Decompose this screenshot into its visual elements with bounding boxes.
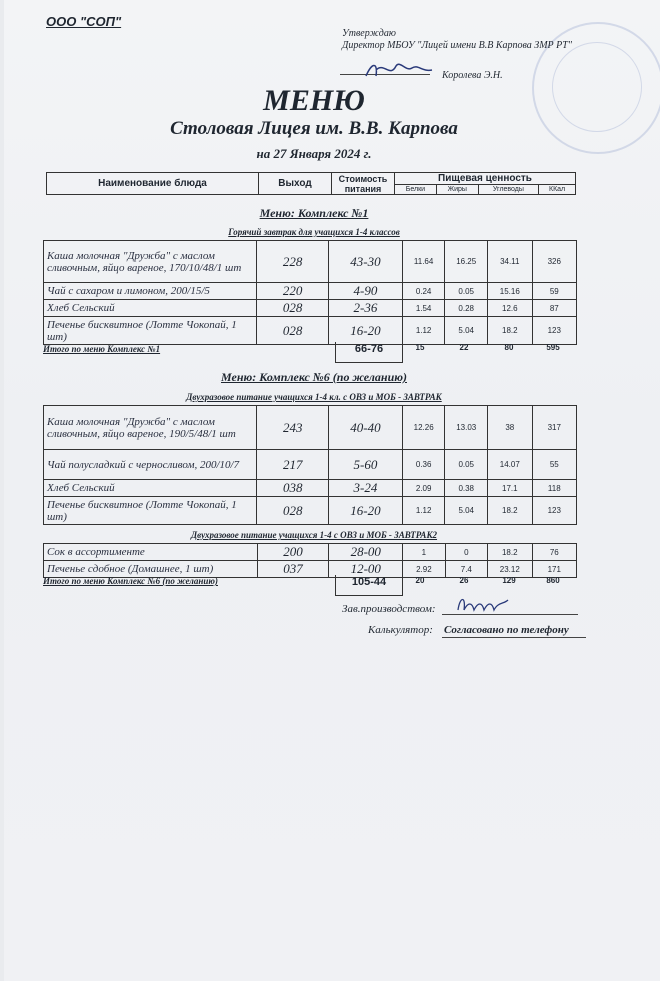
table-row xyxy=(44,497,577,525)
dish-name: Печенье бисквитное (Лотте Чокопай, 1 шт) xyxy=(44,497,257,525)
dish-carbs: 18.2 xyxy=(488,317,533,345)
dish-fats: 0 xyxy=(445,544,487,561)
dish-carbs: 18.2 xyxy=(488,544,533,561)
dish-price: 43-30 xyxy=(329,241,403,283)
complex6-total-label: Итого по меню Комплекс №6 (по желанию) xyxy=(43,576,218,586)
dish-output: 243 xyxy=(257,406,329,450)
dish-proteins: 1 xyxy=(403,544,445,561)
dish-price: 2-36 xyxy=(329,300,403,317)
complex1-total-proteins: 15 xyxy=(415,343,425,352)
dish-name: Хлеб Сельский xyxy=(44,300,257,317)
dish-fats: 13.03 xyxy=(445,406,488,450)
col-price: Стоимость питания xyxy=(332,173,395,195)
col-nutrition: Пищевая ценность xyxy=(395,173,576,185)
col-kcal: ККал xyxy=(539,185,576,195)
dish-carbs: 34.11 xyxy=(488,241,533,283)
complex1-total-price: 66-76 xyxy=(335,342,403,363)
table-row xyxy=(44,300,577,317)
dish-price: 3-24 xyxy=(329,480,403,497)
dish-fats: 5.04 xyxy=(445,497,488,525)
dish-carbs: 17.1 xyxy=(488,480,533,497)
table-row xyxy=(44,450,577,480)
complex1-total-carbs: 80 xyxy=(504,343,514,352)
dish-proteins: 0.36 xyxy=(402,450,445,480)
dish-kcal: 123 xyxy=(532,317,576,345)
dish-carbs: 14.07 xyxy=(488,450,533,480)
dish-name: Печенье сдобное (Домашнее, 1 шт) xyxy=(44,561,258,578)
complex6-total-proteins: 20 xyxy=(415,576,425,585)
dish-carbs: 23.12 xyxy=(488,561,533,578)
dish-fats: 16.25 xyxy=(445,241,488,283)
table-row xyxy=(44,283,577,300)
dish-name: Хлеб Сельский xyxy=(44,480,257,497)
dish-fats: 0.38 xyxy=(445,480,488,497)
organization-name: ООО "СОП" xyxy=(46,14,122,29)
dish-price: 28-00 xyxy=(329,544,403,561)
dish-price: 4-90 xyxy=(329,283,403,300)
dish-carbs: 15.16 xyxy=(488,283,533,300)
dish-proteins: 1.54 xyxy=(402,300,445,317)
complex6-section1: Двухразовое питание учащихся 1-4 кл. с ОВЗ и МОБ - ЗАВТРАК xyxy=(186,392,442,402)
menu-sheet xyxy=(4,0,660,981)
complex6-total-carbs: 129 xyxy=(502,576,516,585)
dish-kcal: 317 xyxy=(532,406,576,450)
dish-output: 200 xyxy=(257,544,329,561)
complex1-total-label: Итого по меню Комплекс №1 xyxy=(43,344,161,354)
dish-fats: 0.05 xyxy=(445,450,488,480)
dish-name: Чай с сахаром и лимоном, 200/15/5 xyxy=(44,283,257,300)
dish-kcal: 55 xyxy=(532,450,576,480)
dish-output: 028 xyxy=(257,300,329,317)
complex6-total-price: 105-44 xyxy=(335,575,403,596)
complex6-section2: Двухразовое питание учащихся 1-4 с ОВЗ и МОБ - ЗАВТРАК2 xyxy=(190,530,438,540)
dish-name: Печенье бисквитное (Лотте Чокопай, 1 шт) xyxy=(44,317,257,345)
columns-header xyxy=(46,172,576,195)
complex6-title: Меню: Комплекс №6 (по желанию) xyxy=(221,370,407,384)
director-signature xyxy=(362,58,442,82)
dish-carbs: 12.6 xyxy=(488,300,533,317)
dish-price: 12-00 xyxy=(329,561,403,578)
dish-output: 028 xyxy=(257,317,329,345)
dish-kcal: 171 xyxy=(532,561,576,578)
col-proteins: Белки xyxy=(395,185,437,195)
dish-output: 217 xyxy=(257,450,329,480)
dish-kcal: 87 xyxy=(532,300,576,317)
dish-proteins: 2.09 xyxy=(402,480,445,497)
dish-fats: 5.04 xyxy=(445,317,488,345)
dish-kcal: 118 xyxy=(532,480,576,497)
dish-proteins: 2.92 xyxy=(403,561,445,578)
dish-output: 220 xyxy=(257,283,329,300)
menu-date: на 27 Января 2024 г. xyxy=(256,146,372,161)
col-name: Наименование блюда xyxy=(47,173,259,195)
complex1-title: Меню: Комплекс №1 xyxy=(259,206,369,220)
dish-carbs: 38 xyxy=(488,406,533,450)
dish-carbs: 18.2 xyxy=(488,497,533,525)
production-signature xyxy=(454,594,514,616)
table-row xyxy=(44,561,577,578)
approver-name: Королева Э.Н. xyxy=(442,70,503,81)
complex6-table1 xyxy=(43,405,577,525)
dish-output: 028 xyxy=(257,497,329,525)
dish-output: 037 xyxy=(257,561,329,578)
page-title: МЕНЮ xyxy=(263,84,365,117)
complex1-section: Горячий завтрак для учащихся 1-4 классов xyxy=(228,227,400,237)
table-row xyxy=(44,480,577,497)
col-carbs: Углеводы xyxy=(478,185,538,195)
dish-proteins: 0.24 xyxy=(402,283,445,300)
dish-price: 5-60 xyxy=(329,450,403,480)
complex1-table xyxy=(43,240,577,345)
col-fats: Жиры xyxy=(436,185,478,195)
calculator-value: Согласовано по телефону xyxy=(444,624,569,636)
table-row xyxy=(44,317,577,345)
production-label: Зав.производством: xyxy=(342,603,436,615)
dish-kcal: 59 xyxy=(532,283,576,300)
complex6-total-fats: 26 xyxy=(459,576,469,585)
dish-name: Каша молочная "Дружба" с маслом сливочным, яйцо вареное, 170/10/48/1 шт xyxy=(44,241,257,283)
dish-price: 40-40 xyxy=(329,406,403,450)
dish-proteins: 12.26 xyxy=(402,406,445,450)
dish-kcal: 326 xyxy=(532,241,576,283)
dish-output: 038 xyxy=(257,480,329,497)
dish-output: 228 xyxy=(257,241,329,283)
table-row xyxy=(44,406,577,450)
table-row xyxy=(44,241,577,283)
dish-fats: 7.4 xyxy=(445,561,487,578)
complex6-total-kcal: 860 xyxy=(546,576,560,585)
table-row xyxy=(44,544,577,561)
approval-block xyxy=(342,28,582,52)
approver-title: Директор МБОУ "Лицей имени В.В Карпова ЗМР РТ" xyxy=(342,40,572,51)
dish-proteins: 11.64 xyxy=(402,241,445,283)
dish-name: Каша молочная "Дружба" с маслом сливочным, яйцо вареное, 190/5/48/1 шт xyxy=(44,406,257,450)
dish-proteins: 1.12 xyxy=(402,497,445,525)
complex6-table2 xyxy=(43,543,577,578)
complex1-total-fats: 22 xyxy=(459,343,469,352)
dish-kcal: 76 xyxy=(532,544,576,561)
dish-proteins: 1.12 xyxy=(402,317,445,345)
dish-fats: 0.05 xyxy=(445,283,488,300)
col-output: Выход xyxy=(259,173,332,195)
complex1-total-kcal: 595 xyxy=(546,343,560,352)
dish-price: 16-20 xyxy=(329,497,403,525)
dish-fats: 0.28 xyxy=(445,300,488,317)
dish-name: Сок в ассортименте xyxy=(44,544,258,561)
dish-name: Чай полусладкий с черносливом, 200/10/7 xyxy=(44,450,257,480)
calculator-label: Калькулятор: xyxy=(368,624,433,636)
dish-price: 16-20 xyxy=(329,317,403,345)
calculator-line xyxy=(442,637,586,638)
approve-word: Утверждаю xyxy=(342,28,396,39)
canteen-name: Столовая Лицея им. В.В. Карпова xyxy=(170,118,458,139)
dish-kcal: 123 xyxy=(532,497,576,525)
